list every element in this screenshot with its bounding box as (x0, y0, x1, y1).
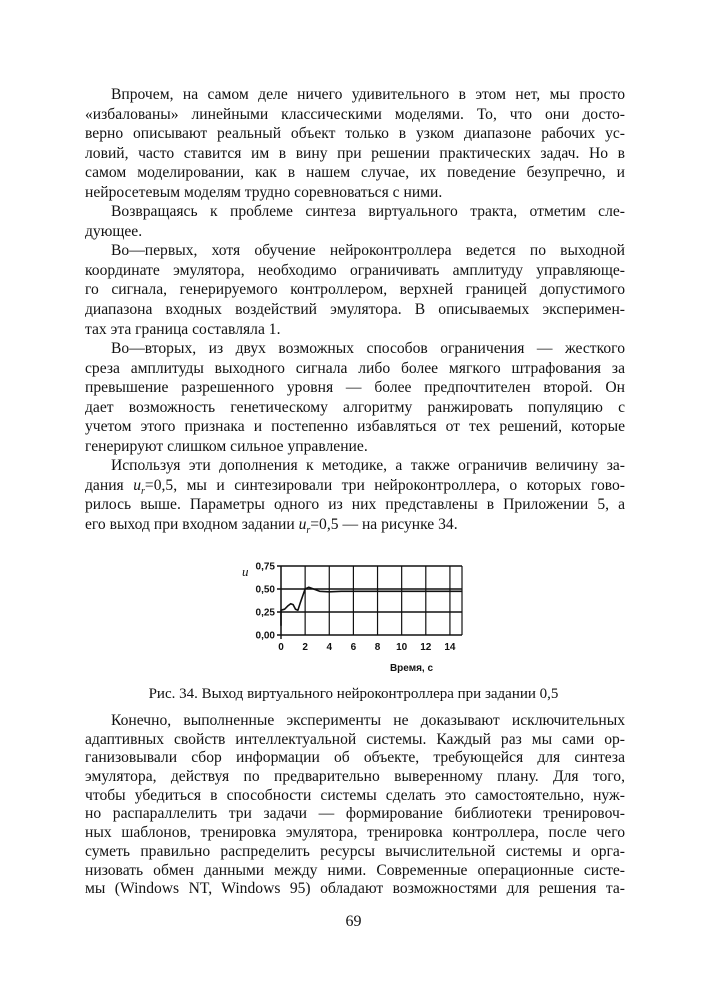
x-tick-label: 10 (396, 642, 408, 653)
page-number: 69 (345, 913, 362, 930)
text-line: Возвращаясь к проблеме синтеза виртуального тракта, отметим сле- (111, 203, 625, 221)
text-line: эмулятора, действуя по предварительно выверенному плану. Для того, (85, 768, 625, 786)
y-tick-label: 0,25 (255, 607, 275, 619)
variable-subscript: r (141, 486, 145, 498)
text-segment: =0,5, мы и синтезировали три нейроконтроллера, о которых гово- (144, 476, 626, 494)
body-text-bottom (85, 712, 625, 899)
text-line: учетом этого признака и постепенно избавляться от тех решений, которые (85, 418, 625, 436)
x-tick-label: 14 (444, 642, 456, 653)
text-line: нейросетевым моделям трудно соревноваться с ними. (85, 183, 443, 201)
x-tick-label: 2 (302, 642, 308, 653)
x-axis-label: Время, с (389, 663, 434, 674)
text-line: самом моделировании, как в нашем случае, их поведение безупречно, и (85, 164, 625, 182)
text-line: дает возможность генетическому алгоритму ранжировать популяцию с (85, 398, 625, 416)
variable-u (133, 476, 145, 498)
text-line: диапазона входных воздействий эмулятора. В описываемых эксперимен- (85, 301, 625, 319)
text-line: ловий, часто ставится им в вину при решении практических задач. Но в (85, 144, 625, 162)
text-line: превышение разрешенного уровня — более предпочтителен второй. Он (85, 379, 625, 397)
x-tick-label: 0 (278, 642, 284, 653)
text-segment: дания (85, 476, 134, 494)
text-line: адаптивных свойств интеллектуальной системы. Каждый раз мы сами ор- (85, 730, 625, 748)
text-line: Во—первых, хотя обучение нейроконтроллера ведется по выходной (111, 242, 625, 260)
text-line: Во—вторых, из двух возможных способов ограничения — жесткого (111, 340, 625, 358)
text-line: координате эмулятора, необходимо ограничивать амплитуду управляюще- (85, 261, 625, 279)
text-line: ганизовывали сбор информации об объекте, требующейся для синтеза (85, 749, 625, 767)
text-line: но распараллелить три задачи — формирование библиотеки тренировоч- (85, 805, 625, 823)
text-line: чтобы убедиться в способности системы сделать это самостоятельно, нуж- (85, 786, 625, 804)
x-tick-label: 8 (374, 642, 381, 653)
figure-34-chart (230, 555, 480, 680)
series-line-u (281, 587, 462, 626)
variable-letter: u (298, 516, 307, 534)
body-text-top (85, 85, 625, 535)
text-line: низовать обмен данными между ними. Современные операционные систе- (85, 861, 625, 879)
y-tick-label: 0,75 (255, 561, 275, 573)
text-segment: его выход при входном задании (85, 516, 299, 534)
text-line: мы (Windows NT, Windows 95) обладают возможностями для решения та- (85, 880, 625, 898)
text-line: ных шаблонов, тренировка эмулятора, тренировка контроллера, после чего (85, 824, 625, 842)
variable-u (298, 516, 311, 537)
text-line: «избалованы» линейными классическими моделями. То, что они досто- (85, 105, 625, 123)
text-line: рилось выше. Параметры одного из них представлены в Приложении 5, а (85, 496, 625, 514)
x-tick-label: 6 (350, 642, 357, 653)
text-line: Используя эти дополнения к методике, а также ограничив величину за- (111, 457, 625, 475)
text-line: тах эта граница составляла 1. (85, 320, 281, 338)
y-axis-label: u (242, 564, 249, 579)
variable-letter: u (133, 476, 141, 494)
text-line (85, 476, 625, 496)
y-tick-label: 0,50 (255, 584, 275, 596)
text-line: генерируют слишком сильное управление. (85, 437, 368, 455)
text-line: Конечно, выполненные эксперименты не доказывают исключительных (111, 712, 625, 729)
x-tick-label: 4 (326, 642, 333, 653)
text-line: дующее. (85, 222, 143, 240)
variable-subscript: r (306, 525, 311, 537)
text-line: верно описывают реальный объект только в узком диапазоне рабочих ус- (85, 125, 625, 143)
y-tick-label: 0,00 (255, 630, 275, 642)
text-line (85, 515, 625, 535)
figure-caption: Рис. 34. Выход виртуального нейроконтроллера при задании 0,5 (148, 686, 559, 702)
text-line: суметь правильно распределить ресурсы вычислительной системы и орга- (85, 842, 625, 860)
text-line: Впрочем, на самом деле ничего удивительного в этом нет, мы просто (111, 86, 625, 103)
text-line: го сигнала, генерируемого контроллером, верхней границей допустимого (85, 281, 625, 299)
text-line: среза амплитуды выходного сигнала либо более мягкого штрафования за (85, 359, 625, 377)
text-segment: =0,5 — на рисунке 34. (310, 516, 458, 534)
x-tick-label: 12 (420, 642, 432, 653)
